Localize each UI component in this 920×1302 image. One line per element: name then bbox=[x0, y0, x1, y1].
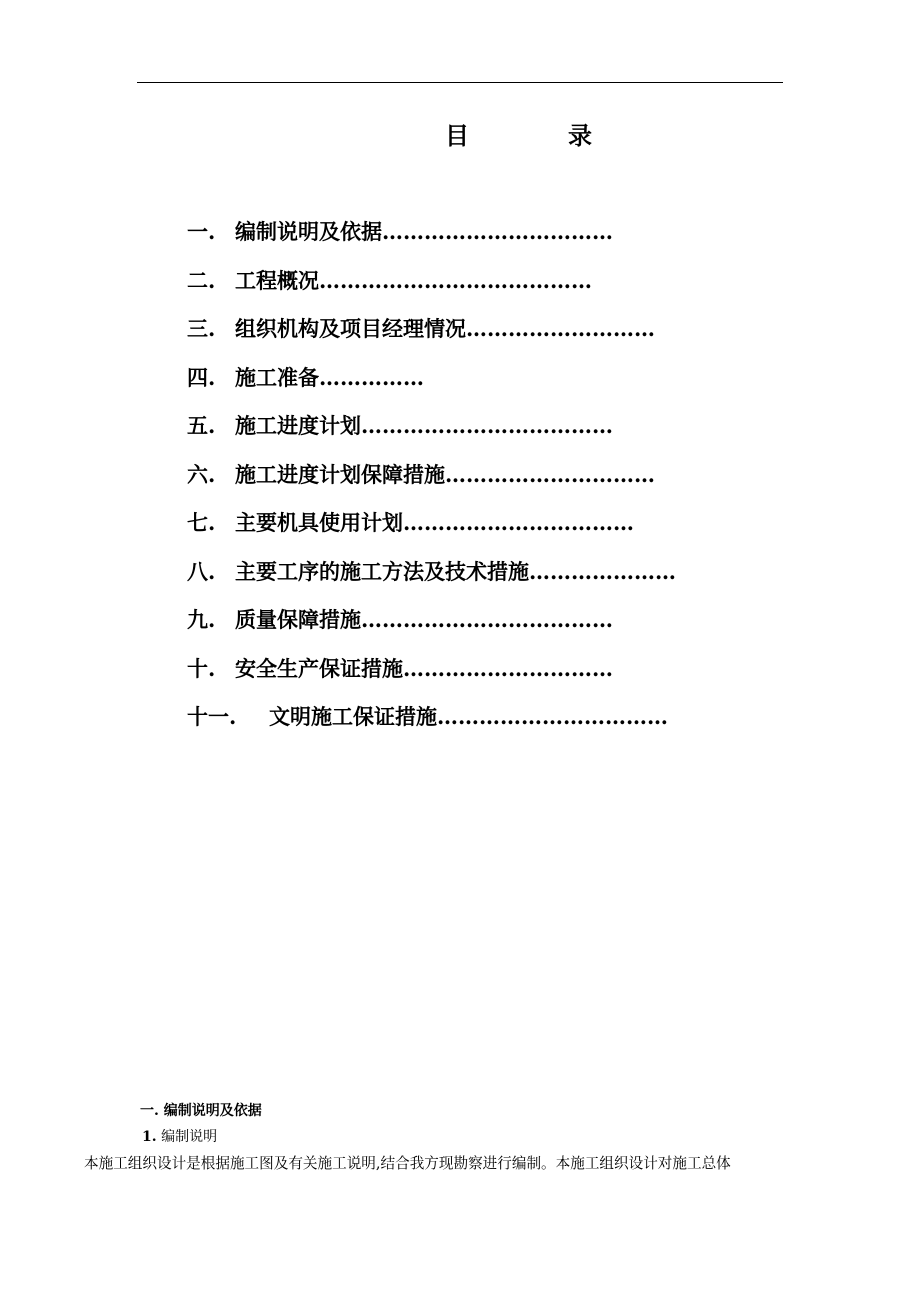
toc-item-title: 主要工序的施工方法及技术措施 bbox=[235, 558, 529, 584]
toc-title-char-1: 目 bbox=[445, 121, 469, 150]
toc-item-leader: ………………………… bbox=[445, 461, 655, 487]
toc-item-number: 十一. bbox=[187, 704, 237, 729]
subsection-number: 1. bbox=[142, 1129, 157, 1145]
toc-item-number: 五. bbox=[187, 413, 216, 438]
toc-item-title: 质量保障措施 bbox=[235, 607, 361, 632]
toc-item-title: 安全生产保证措施 bbox=[235, 655, 403, 681]
toc-item-number: 一. bbox=[187, 219, 216, 244]
toc-item[interactable] bbox=[187, 647, 747, 696]
toc-item-leader: ………………………………… bbox=[319, 267, 592, 293]
toc-item[interactable] bbox=[187, 501, 747, 550]
toc-item-number: 九. bbox=[187, 607, 216, 632]
toc-item-leader: ……………………………… bbox=[361, 413, 613, 438]
toc-item-leader: ………………… bbox=[529, 558, 676, 584]
toc-title bbox=[0, 120, 920, 152]
toc-title-char-2: 录 bbox=[568, 121, 592, 150]
toc-item-leader: …………… bbox=[319, 364, 424, 390]
toc-item-title: 主要机具使用计划 bbox=[235, 510, 403, 535]
subsection-title: 编制说明 bbox=[156, 1129, 218, 1145]
toc-item-title: 编制说明及依据 bbox=[235, 219, 382, 244]
toc-item-number: 八. bbox=[187, 558, 216, 584]
toc-item-leader: …………………………… bbox=[382, 219, 613, 244]
toc-item[interactable] bbox=[187, 210, 747, 259]
toc-item[interactable] bbox=[187, 550, 747, 599]
toc-item-number: 四. bbox=[187, 364, 216, 390]
toc-item-leader: ……………………………… bbox=[361, 607, 613, 632]
toc-item-title: 施工进度计划保障措施 bbox=[235, 461, 445, 487]
toc-item-title: 工程概况 bbox=[235, 267, 319, 293]
toc-list bbox=[187, 210, 747, 744]
toc-item-number: 十. bbox=[187, 655, 216, 681]
toc-item[interactable] bbox=[187, 695, 747, 744]
header-rule bbox=[137, 82, 783, 83]
toc-item[interactable] bbox=[187, 307, 747, 356]
toc-item-leader: ………………………… bbox=[403, 655, 613, 681]
body-paragraph: 本施工组织设计是根据施工图及有关施工说明,结合我方现勘察进行编制。本施工组织设计对施工总体 bbox=[84, 1155, 731, 1172]
toc-item-number: 三. bbox=[187, 316, 216, 341]
toc-item-title: 组织机构及项目经理情况 bbox=[235, 316, 466, 341]
toc-item-number: 六. bbox=[187, 461, 216, 487]
toc-item[interactable] bbox=[187, 598, 747, 647]
toc-item-number: 七. bbox=[187, 510, 216, 535]
toc-item-title: 文明施工保证措施 bbox=[269, 704, 437, 729]
toc-item[interactable] bbox=[187, 259, 747, 308]
toc-item-title: 施工准备 bbox=[235, 364, 319, 390]
toc-item-leader: …………………………… bbox=[437, 704, 668, 729]
section-heading: 一. 编制说明及依据 bbox=[140, 1103, 262, 1119]
toc-item[interactable] bbox=[187, 453, 747, 502]
subsection-heading bbox=[142, 1126, 217, 1146]
toc-item-leader: …………………………… bbox=[403, 510, 634, 535]
toc-item-number: 二. bbox=[187, 267, 216, 293]
toc-item[interactable] bbox=[187, 356, 747, 405]
toc-item-title: 施工进度计划 bbox=[235, 413, 361, 438]
toc-item[interactable] bbox=[187, 404, 747, 453]
toc-item-leader: ……………………… bbox=[466, 316, 655, 341]
